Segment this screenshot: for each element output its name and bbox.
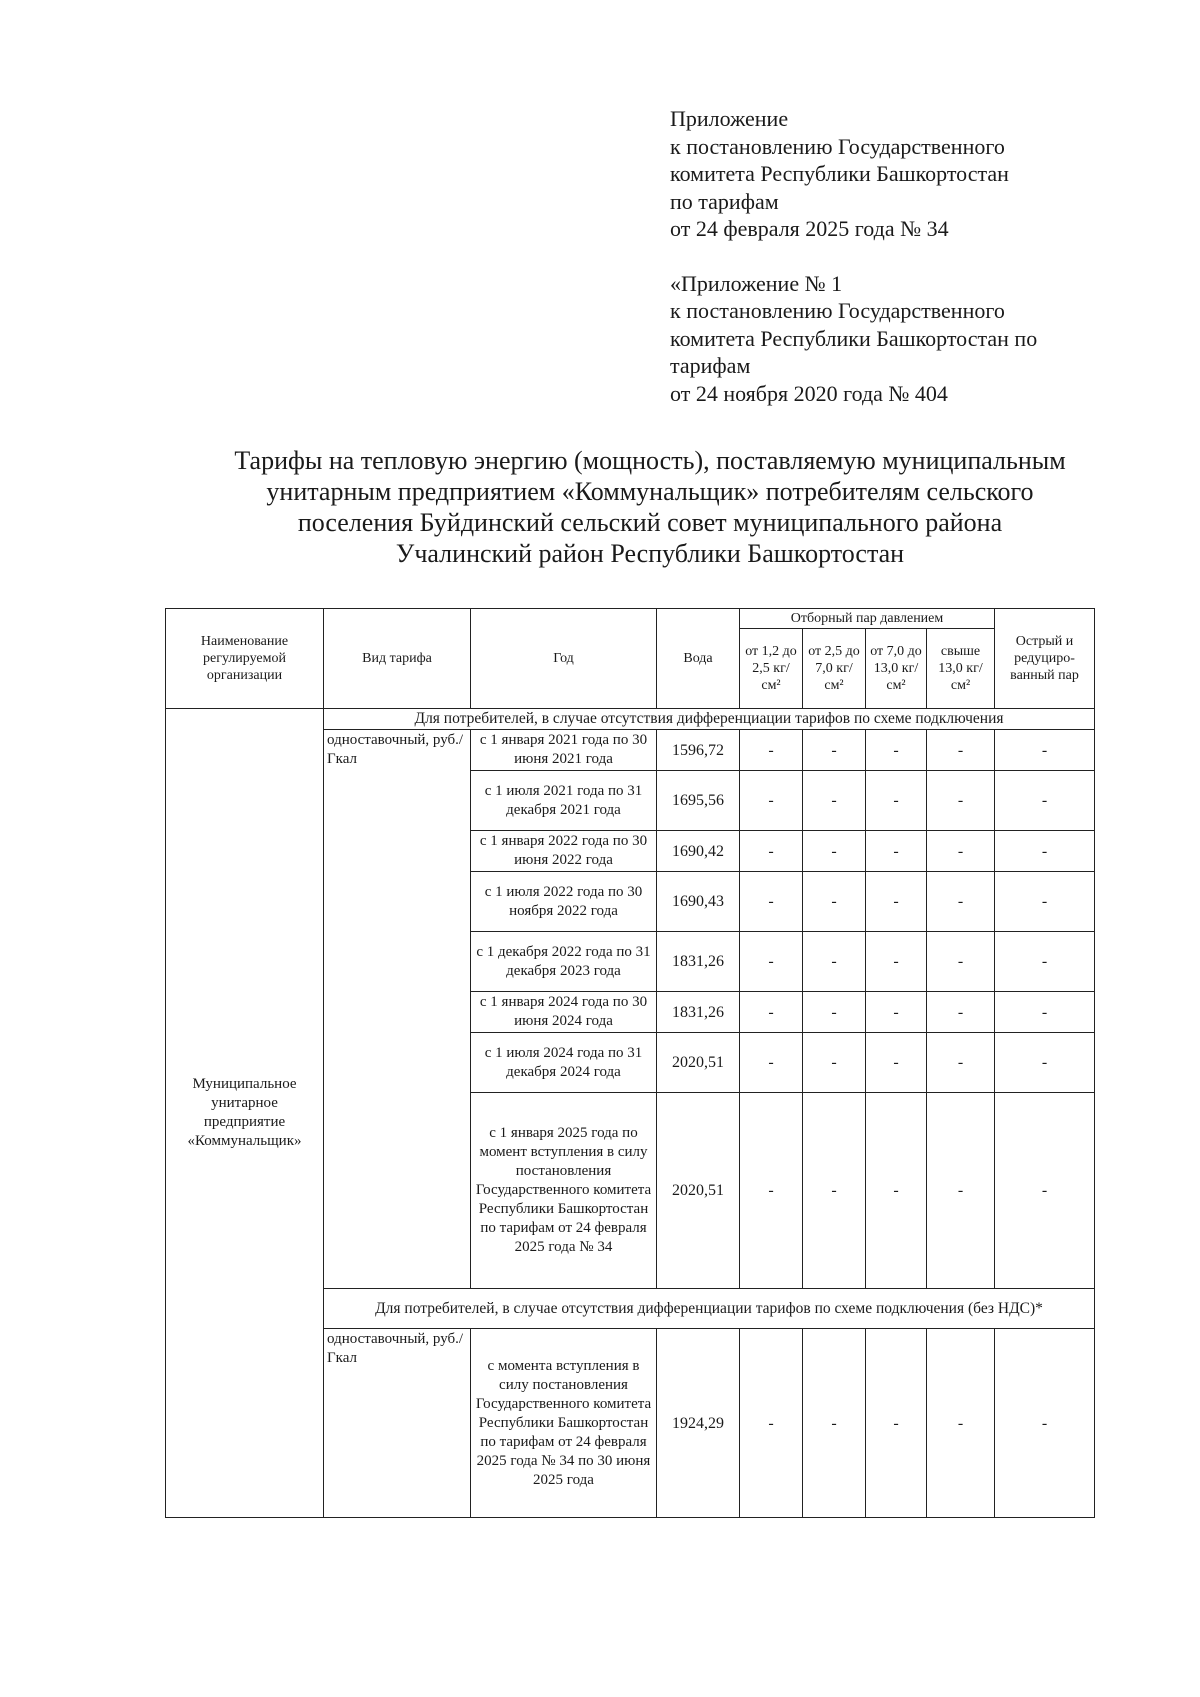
pressure-4-value: -: [927, 992, 995, 1033]
header-tariff-type: Вид тарифа: [324, 609, 471, 709]
header-pressure-2: от 2,5 до 7,0 кг/см²: [803, 629, 866, 709]
title-line: поселения Буйдинский сельский совет муниципального района: [297, 508, 1003, 537]
appendix-line: к постановлению Государственного: [670, 298, 1005, 323]
pressure-3-value: -: [866, 932, 927, 992]
pressure-4-value: -: [927, 1329, 995, 1518]
pressure-4-value: -: [927, 730, 995, 771]
header-pressure-3: от 7,0 до 13,0 кг/см²: [866, 629, 927, 709]
period-cell: с 1 января 2025 года по момент вступления в силу постановления Государственного комитета Республики Башкортостан по тарифам от 24 февраля 2025 года № 34: [471, 1093, 657, 1289]
header-sharp-steam: Острый и редуциро-ванный пар: [995, 609, 1095, 709]
header-pressure-1: от 1,2 до 2,5 кг/см²: [740, 629, 803, 709]
pressure-4-value: -: [927, 1033, 995, 1093]
period-cell: с 1 января 2021 года по 30 июня 2021 года: [471, 730, 657, 771]
period-cell: с момента вступления в силу постановления Государственного комитета Республики Башкортостан по тарифам от 24 февраля 2025 года № 34 по 30 июня 2025 года: [471, 1329, 657, 1518]
period-cell: с 1 июля 2022 года по 30 ноября 2022 года: [471, 872, 657, 932]
tariff-table: [165, 608, 1095, 1518]
pressure-2-value: -: [803, 1033, 866, 1093]
header-org: Наименование регулируемой организации: [166, 609, 324, 709]
title-line: Тарифы на тепловую энергию (мощность), поставляемую муниципальным: [234, 446, 1066, 475]
pressure-1-value: -: [740, 1033, 803, 1093]
pressure-3-value: -: [866, 771, 927, 831]
appendix-line: комитета Республики Башкортостан по: [670, 325, 1038, 351]
header-water: Вода: [657, 609, 740, 709]
water-value: 1695,56: [657, 771, 740, 831]
appendix-line: к постановлению Государственного: [670, 133, 1005, 159]
water-value: 1924,29: [657, 1329, 740, 1518]
pressure-1-value: -: [740, 932, 803, 992]
water-value: 2020,51: [657, 1093, 740, 1289]
appendix-line: Приложение: [670, 106, 789, 131]
appendix-line: от 24 ноября 2020 года № 404: [670, 380, 948, 406]
sharp-steam-value: -: [995, 1329, 1095, 1518]
header-year: Год: [471, 609, 657, 709]
water-value: 1831,26: [657, 992, 740, 1033]
appendix-line: комитета Республики Башкортостан: [670, 161, 1009, 186]
water-value: 1596,72: [657, 730, 740, 771]
pressure-1-value: -: [740, 992, 803, 1033]
sharp-steam-value: -: [995, 992, 1095, 1033]
pressure-3-value: -: [866, 831, 927, 872]
pressure-2-value: -: [803, 872, 866, 932]
tariff-type-cell: одноставочный, руб./Гкал: [324, 1329, 471, 1518]
appendix-line: от 24 февраля 2025 года № 34: [670, 216, 949, 241]
tariff-type-cell: одноставочный, руб./Гкал: [324, 730, 471, 1289]
water-value: 1690,43: [657, 872, 740, 932]
pressure-1-value: -: [740, 831, 803, 872]
pressure-1-value: -: [740, 1329, 803, 1518]
water-value: 1831,26: [657, 932, 740, 992]
section-heading: Для потребителей, в случае отсутствия дифференциации тарифов по схеме подключения: [324, 709, 1095, 730]
period-cell: с 1 июля 2021 года по 31 декабря 2021 года: [471, 771, 657, 831]
pressure-2-value: -: [803, 932, 866, 992]
pressure-2-value: -: [803, 1329, 866, 1518]
pressure-2-value: -: [803, 771, 866, 831]
header-pressure-4: свыше 13,0 кг/см²: [927, 629, 995, 709]
appendix-line: «Приложение № 1: [670, 270, 843, 296]
pressure-2-value: -: [803, 831, 866, 872]
org-name-cell: Муниципальное унитарное предприятие «Коммунальщик»: [166, 709, 324, 1518]
pressure-3-value: -: [866, 1093, 927, 1289]
sharp-steam-value: -: [995, 932, 1095, 992]
pressure-3-value: -: [866, 872, 927, 932]
appendix-line: по тарифам: [670, 188, 779, 214]
pressure-1-value: -: [740, 730, 803, 771]
sharp-steam-value: -: [995, 730, 1095, 771]
pressure-2-value: -: [803, 730, 866, 771]
section-heading: Для потребителей, в случае отсутствия дифференциации тарифов по схеме подключения (без НДС)*: [324, 1289, 1095, 1329]
pressure-4-value: -: [927, 932, 995, 992]
water-value: 2020,51: [657, 1033, 740, 1093]
pressure-4-value: -: [927, 872, 995, 932]
period-cell: с 1 января 2024 года по 30 июня 2024 года: [471, 992, 657, 1033]
period-cell: с 1 июля 2024 года по 31 декабря 2024 года: [471, 1033, 657, 1093]
period-cell: с 1 декабря 2022 года по 31 декабря 2023 года: [471, 932, 657, 992]
pressure-2-value: -: [803, 1093, 866, 1289]
title-line: Учалинский район Республики Башкортостан: [395, 539, 905, 568]
pressure-3-value: -: [866, 730, 927, 771]
period-cell: с 1 января 2022 года по 30 июня 2022 года: [471, 831, 657, 872]
appendix-header: [670, 105, 1140, 407]
title-line: унитарным предприятием «Коммунальщик» потребителям сельского: [266, 477, 1034, 506]
pressure-3-value: -: [866, 1033, 927, 1093]
pressure-1-value: -: [740, 1093, 803, 1289]
pressure-4-value: -: [927, 771, 995, 831]
pressure-4-value: -: [927, 831, 995, 872]
sharp-steam-value: -: [995, 771, 1095, 831]
sharp-steam-value: -: [995, 872, 1095, 932]
water-value: 1690,42: [657, 831, 740, 872]
appendix-line: тарифам: [670, 353, 751, 378]
pressure-2-value: -: [803, 992, 866, 1033]
document-title: [150, 445, 1150, 569]
pressure-1-value: -: [740, 771, 803, 831]
sharp-steam-value: -: [995, 1033, 1095, 1093]
pressure-4-value: -: [927, 1093, 995, 1289]
pressure-3-value: -: [866, 992, 927, 1033]
sharp-steam-value: -: [995, 1093, 1095, 1289]
sharp-steam-value: -: [995, 831, 1095, 872]
spacer: [670, 243, 1140, 270]
pressure-3-value: -: [866, 1329, 927, 1518]
header-steam-group: Отборный пар давлением: [740, 609, 995, 629]
pressure-1-value: -: [740, 872, 803, 932]
